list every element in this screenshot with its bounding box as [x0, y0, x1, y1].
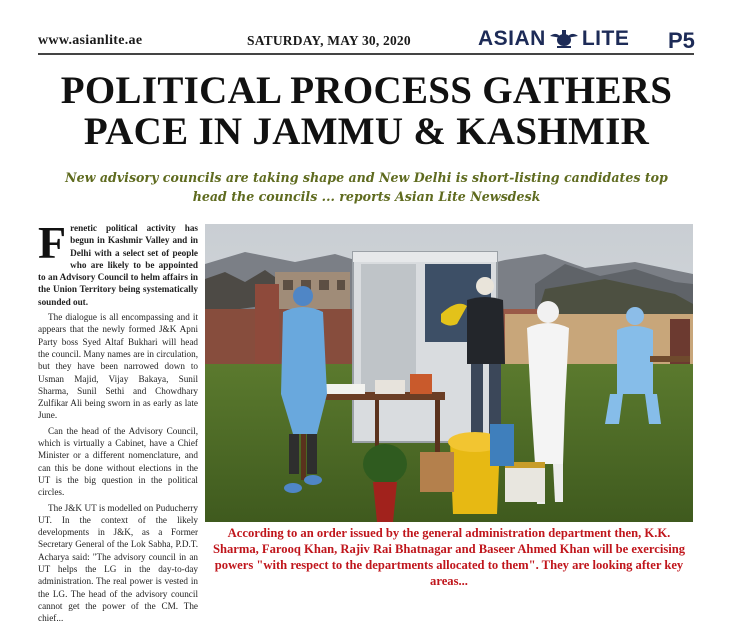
lead-paragraph	[38, 217, 198, 308]
standfirst: New advisory councils are taking shape and New Delhi is short-listing candidates top head the councils ... reports Asian Lite Newsdesk	[65, 170, 668, 204]
page-number: P5	[668, 28, 695, 53]
asianlite-logo	[478, 26, 629, 52]
logo-text-left: ASIAN	[478, 27, 546, 50]
issue-date: SATURDAY, MAY 30, 2020	[247, 33, 411, 48]
article-body-column	[38, 217, 198, 624]
header-divider	[38, 53, 694, 55]
page-header	[0, 0, 733, 58]
photo-illustration	[205, 224, 693, 522]
drop-cap: F	[38, 217, 67, 268]
headline	[0, 70, 733, 152]
headline-line-1: POLITICAL PROCESS GATHERS	[60, 69, 673, 112]
lead-text: renetic political activity has begun in Kashmir Valley and in Delhi with a select set of people who are likely to be appointed to an Advisory Council to helm affairs in the Union Territory being systematically sounded out.	[38, 223, 198, 307]
news-photo	[205, 224, 693, 522]
logo-text-right: LITE	[581, 27, 630, 50]
site-url[interactable]: www.asianlite.ae	[38, 33, 143, 48]
headline-line-2: PACE IN JAMMU & KASHMIR	[83, 110, 650, 153]
body-paragraph: The dialogue is all encompassing and it appears that the newly formed J&K Apni Party boss Syed Altaf Bukhari will head the council. Many names are in circulation, but they have been narrowed down to Usman Majid, Vijay Bakaya, Sunil Sharma, Sunil Sethi and Chowdhary Zulfikar Ali being sworn in as early as late June.	[38, 312, 198, 421]
body-paragraph: The J&K UT is modelled on Puducherry UT. In the context of the likely developments in J&K, as a Former Secretary General of the Lok Sabha, P.D.T. Acharya said: "The advisory council in an UT helps the LG in the day-to-day administration. The real power is vested in the LG. The head of the advisory council cannot get the power of the CM. The chief...	[38, 502, 198, 624]
body-paragraph: Can the head of the Advisory Council, which is virtually a Cabinet, have a Chief Minister or a different nomenclature, and can this be done without elections in the UT is the big question in the political circles.	[38, 425, 198, 498]
photo-caption: According to an order issued by the general administration department then, K.K. Sharma, Farooq Khan, Rajiv Rai Bhatnagar and Baseer Ahmed Khan will be exercising powers "with respect to the departments allocated to them". They are looking after key areas...	[212, 526, 686, 588]
logo-emblem-icon	[549, 29, 579, 49]
